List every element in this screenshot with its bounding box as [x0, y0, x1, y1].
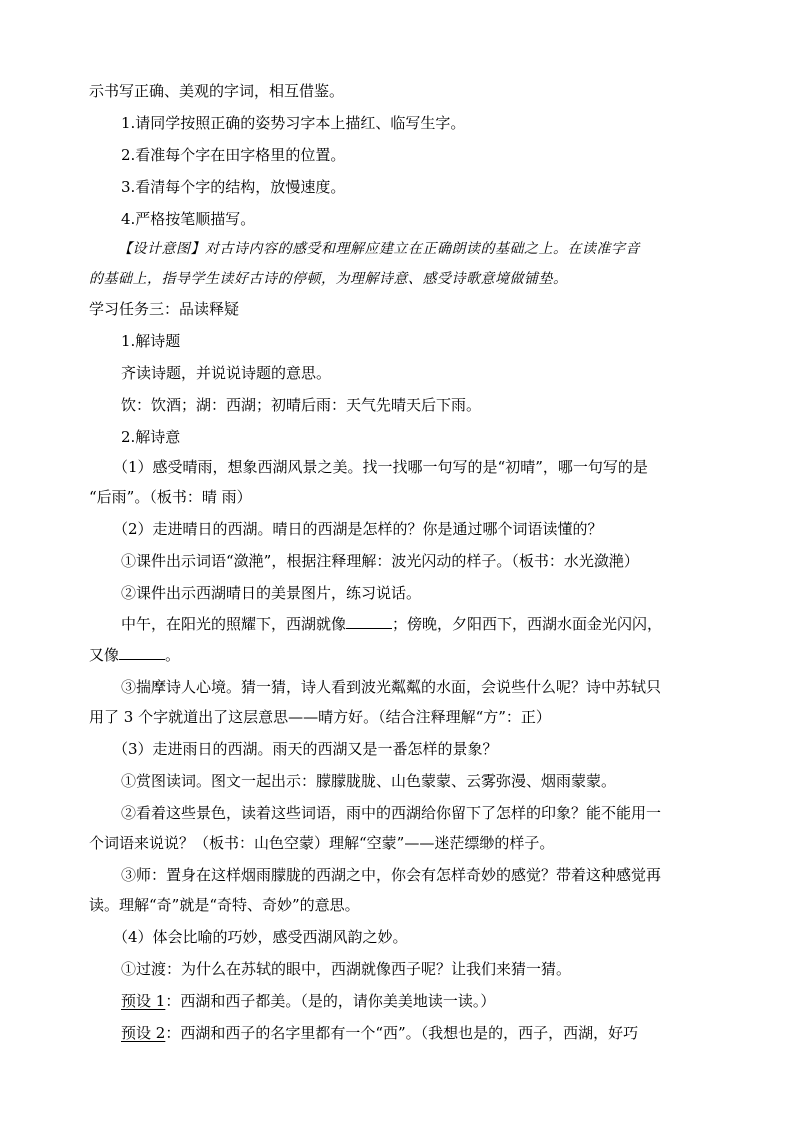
text-line: ①赏图读词。图文一起出示：朦朦胧胧、山色蒙蒙、云雾弥漫、烟雨蒙蒙。 — [121, 772, 617, 790]
design-intent-line: 的基础上，指导学生读好古诗的停顿，为理解诗意、感受诗歌意境做铺垫。 — [89, 271, 568, 287]
text-line: “后雨”。（板书：晴 雨） — [89, 488, 252, 506]
section-heading: 学习任务三：品读释疑 — [89, 300, 240, 318]
text-line — [0, 1022, 794, 1044]
text-line: 个词语来说说？（板书：山色空蒙）理解“空蒙”——迷茫缥缈的样子。 — [89, 834, 555, 852]
text-line: （3）走进雨日的西湖。雨天的西湖又是一番怎样的景象？ — [113, 740, 498, 758]
text-line: 齐读诗题，并说说诗题的意思。 — [121, 364, 332, 382]
text-line: ②课件出示西湖晴日的美景图片，练习说话。 — [121, 584, 422, 602]
preset-label: 预设 1 — [121, 992, 166, 1010]
text-segment: 中午，在阳光的照耀下，西湖就像 — [121, 615, 347, 633]
text-line: 读。理解“奇”就是“奇特、奇妙”的意思。 — [89, 896, 360, 914]
text-line: ③师：置身在这样烟雨朦胧的西湖之中，你会有怎样奇妙的感觉？带着这种感觉再 — [121, 866, 662, 884]
preset-label: 预设 2 — [121, 1024, 166, 1042]
fill-blank — [119, 645, 165, 660]
text-line: 3.看清每个字的结构，放慢速度。 — [121, 178, 346, 196]
text-line: ①课件出示词语“潋滟”，根据注释理解：波光闪动的样子。（板书：水光潋滟） — [121, 552, 639, 570]
text-segment: ：西湖和西子的名字里都有一个“西”。（我想也是的，西子，西湖，好巧 — [165, 1024, 639, 1042]
text-segment: 又像 — [89, 646, 120, 664]
text-line: （1）感受晴雨，想象西湖风景之美。找一找哪一句写的是“初晴”，哪一句写的是 — [113, 458, 648, 476]
text-line: 饮：饮酒；湖：西湖；初晴后雨：天气先晴天后下雨。 — [121, 396, 482, 414]
text-segment: ；傍晚，夕阳西下，西湖水面金光闪闪， — [392, 615, 663, 633]
text-line: 示书写正确、美观的字词，相互借鉴。 — [89, 82, 345, 100]
text-line: 1.请同学按照正确的姿势习字本上描红、临写生字。 — [121, 114, 466, 132]
text-line: ②看着这些景色，读着这些词语，雨中的西湖给你留下了怎样的印象？能不能用一 — [121, 804, 662, 822]
text-line — [0, 613, 794, 635]
text-segment: ：西湖和西子都美。（是的，请你美美地读一读。） — [165, 992, 496, 1010]
design-intent-line: 【设计意图】对古诗内容的感受和理解应建立在正确朗读的基础之上。在读准字音 — [118, 241, 640, 257]
text-line: （2）走进晴日的西湖。晴日的西湖是怎样的？你是通过哪个词语读懂的？ — [113, 520, 603, 538]
text-segment: 。 — [165, 646, 181, 664]
text-line: 2.解诗意 — [121, 428, 181, 446]
text-line: ①过渡：为什么在苏轼的眼中，西湖就像西子呢？让我们来猜一猜。 — [121, 960, 572, 978]
text-line: ③揣摩诗人心境。猜一猜，诗人看到波光粼粼的水面，会说些什么呢？诗中苏轼只 — [121, 678, 662, 696]
text-line: （4）体会比喻的巧妙，感受西湖风韵之妙。 — [113, 928, 408, 946]
text-line: 4.严格按笔顺描写。 — [121, 210, 256, 228]
fill-blank — [346, 614, 392, 629]
text-line: 1.解诗题 — [121, 332, 181, 350]
text-line: 2.看准每个字在田字格里的位置。 — [121, 146, 346, 164]
text-line: 用了 3 个字就道出了这层意思——晴方好。（结合注释理解“方”：正） — [89, 708, 551, 726]
text-line — [0, 990, 794, 1012]
text-line — [0, 644, 794, 666]
